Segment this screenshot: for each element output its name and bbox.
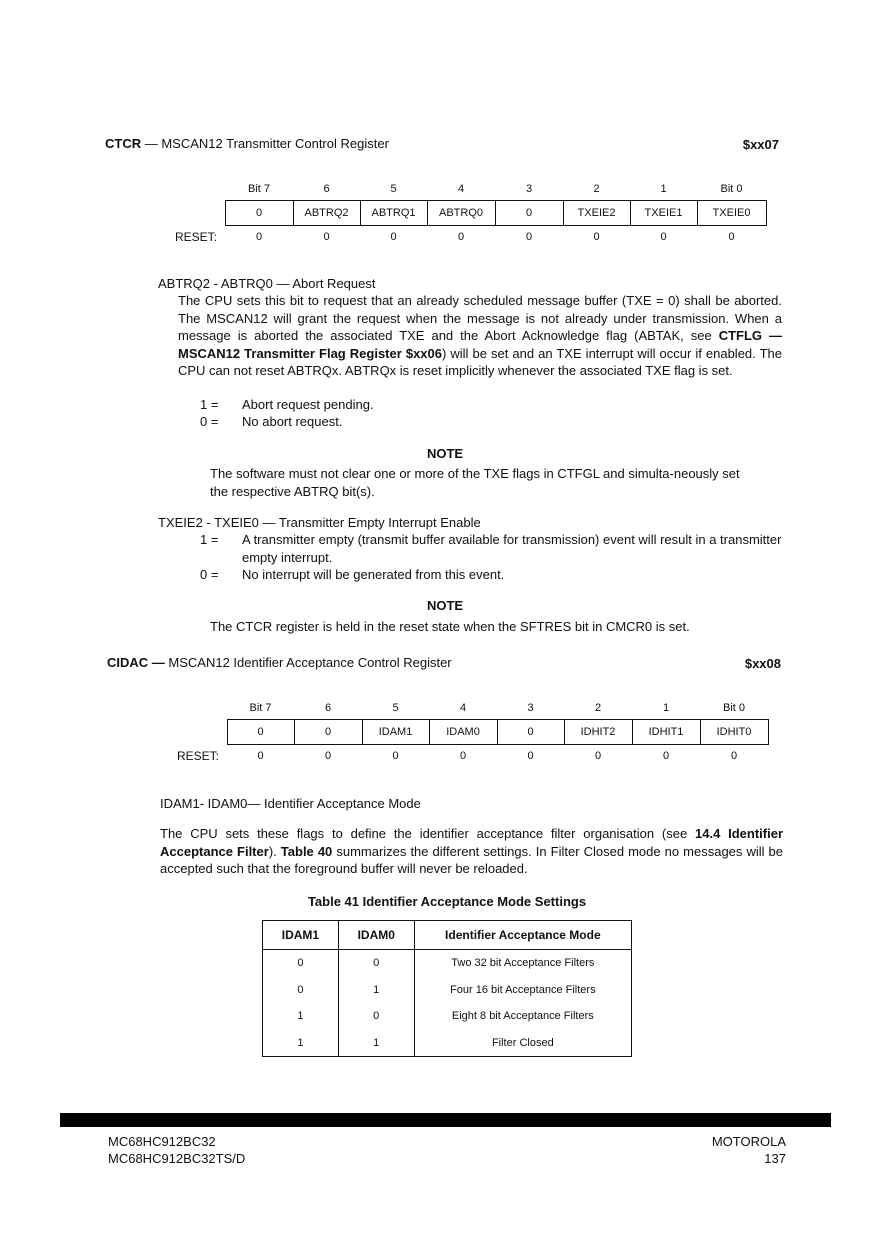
register-cell: 0 [227,720,294,745]
idam-heading: IDAM1- IDAM0— Identifier Acceptance Mode [160,796,421,811]
acceptance-mode-table [262,920,632,1057]
register-cell: TXEIE0 [697,201,766,226]
footer-part-numbers [108,1133,245,1167]
bit-header: Bit 7 [247,183,270,195]
table-row [263,1003,632,1030]
reset-value: 0 [257,750,264,762]
reset-value: 0 [459,750,467,762]
cidac-register-table [172,697,769,767]
reset-value: 0 [662,750,670,762]
table-cell: 1 [263,1003,339,1030]
register-cell: 0 [495,201,563,226]
reset-value: 0 [323,231,330,243]
table-row [263,977,632,1004]
note-heading: NOTE [426,446,464,461]
table-row [263,950,632,977]
bit-header: 1 [662,702,670,714]
table-cell: Eight 8 bit Acceptance Filters [414,1003,631,1030]
bit-header: 5 [390,183,397,195]
bit-header: Bit 0 [722,702,745,714]
reset-value: 0 [593,231,600,243]
register-cell: IDAM1 [362,720,429,745]
cidac-register-title: CIDAC — MSCAN12 Identifier Acceptance Control Register [107,655,452,670]
reset-value: 0 [392,750,399,762]
bit-header: 4 [459,702,467,714]
reset-value: 0 [660,231,667,243]
table-cell: 0 [338,1003,414,1030]
item-key: 0 = [200,567,219,582]
bit-header: 2 [593,183,600,195]
item-key: 1 = [200,532,219,547]
bit-header: Bit 0 [720,183,743,195]
bit-header: 2 [594,702,602,714]
register-cell: ABTRQ2 [293,201,360,226]
bit-header: 1 [660,183,667,195]
footer-part-1: MC68HC912BC32 [108,1134,216,1149]
footer-part-2: MC68HC912BC32TS/D [108,1151,246,1166]
column-header: Identifier Acceptance Mode [414,921,631,950]
register-cell: ABTRQ1 [360,201,427,226]
reset-value: 0 [390,231,397,243]
footer-brand: MOTOROLA [711,1134,786,1149]
register-cell: 0 [225,201,293,226]
reset-value: 0 [594,750,602,762]
reset-value: 0 [457,231,465,243]
bit-header: Bit 7 [249,702,272,714]
table-cell: 0 [263,950,339,977]
table-cell: Two 32 bit Acceptance Filters [414,950,631,977]
bit-header: 6 [324,702,332,714]
txeie-heading: TXEIE2 - TXEIE0 — Transmitter Empty Interrupt Enable [158,515,481,530]
register-cell: TXEIE1 [630,201,697,226]
register-cell: IDHIT2 [564,720,632,745]
footer-rule [60,1113,831,1127]
column-header: IDAM1 [263,921,339,950]
register-cell: 0 [497,720,564,745]
abtrq-item-1 [200,396,760,414]
ctcr-address: $xx07 [742,137,779,152]
reset-value: 0 [527,750,534,762]
abtrq-item-0 [200,413,760,431]
register-cell: IDHIT0 [700,720,768,745]
table-cell: 1 [338,1030,414,1057]
abtrq-heading: ABTRQ2 - ABTRQ0 — Abort Request [158,276,376,291]
table-cell: 0 [263,977,339,1004]
bit-header: 3 [527,702,534,714]
txeie-item-0 [200,566,760,584]
item-text: No abort request. [242,414,343,429]
item-text: Abort request pending. [242,397,374,412]
item-text: No interrupt will be generated from this event. [242,567,505,582]
bit-header: 5 [392,702,399,714]
table-cell: 1 [263,1030,339,1057]
txeie-item-1 [200,531,785,567]
reset-label: RESET: [176,748,219,763]
reset-label: RESET: [174,229,217,244]
table-cell: 1 [338,977,414,1004]
reset-value: 0 [728,231,735,243]
table-cell: Filter Closed [414,1030,631,1057]
bit-header: 3 [525,183,533,195]
ctcr-register-title: CTCR — MSCAN12 Transmitter Control Register [105,136,389,151]
item-text: A transmitter empty (transmit buffer available for transmission) event will result in a transmitter empty interrupt. [242,532,782,565]
note-heading: NOTE [426,598,464,613]
bit-header: 6 [323,183,330,195]
idam-description: The CPU sets these flags to define the identifier acceptance filter organisation (see 14.4 Identifier Acceptance Filter). Table 40 summarizes the different settings. In Filter Closed mode no messages will be accepted such that the foreground buffer will never be reloaded. [160,826,784,876]
reset-value: 0 [255,231,263,243]
register-cell: ABTRQ0 [427,201,495,226]
note-text: The CTCR register is held in the reset state when the SFTRES bit in CMCR0 is set. [210,619,690,634]
column-header: IDAM0 [338,921,414,950]
reset-value: 0 [324,750,332,762]
footer-right [680,1133,786,1167]
table-caption: Table 41 Identifier Acceptance Mode Settings [307,894,587,909]
bit-header: 4 [457,183,465,195]
table-row [263,1030,632,1057]
register-cell: IDHIT1 [632,720,700,745]
note-text: The software must not clear one or more of the TXE flags in CTFGL and simulta-neously set the respective ABTRQ bit(s). [210,466,740,499]
item-key: 0 = [200,414,219,429]
register-cell: 0 [294,720,362,745]
register-cell: IDAM0 [429,720,497,745]
cidac-address: $xx08 [744,656,781,671]
abtrq-description: The CPU sets this bit to request that an already scheduled message buffer (TXE = 0) shall be aborted. The MSCAN12 will grant the request when the message is not already under transmission. When a message is aborted the associated TXE and the Abort Acknowledge flag (ABTAK, see CTFLG — MSCAN12 Transmitter Flag Register $xx06) will be set and an TXE interrupt will occur if enabled. The CPU can not reset ABTRQx. ABTRQx is reset implicitly whenever the associated TXE flag is set. [178,293,783,378]
page-number: 137 [764,1151,786,1166]
ctcr-register-table [170,178,767,248]
table-cell: 0 [338,950,414,977]
reset-value: 0 [730,750,738,762]
item-key: 1 = [200,397,219,412]
register-cell: TXEIE2 [563,201,630,226]
reset-value: 0 [525,231,533,243]
table-cell: Four 16 bit Acceptance Filters [414,977,631,1004]
